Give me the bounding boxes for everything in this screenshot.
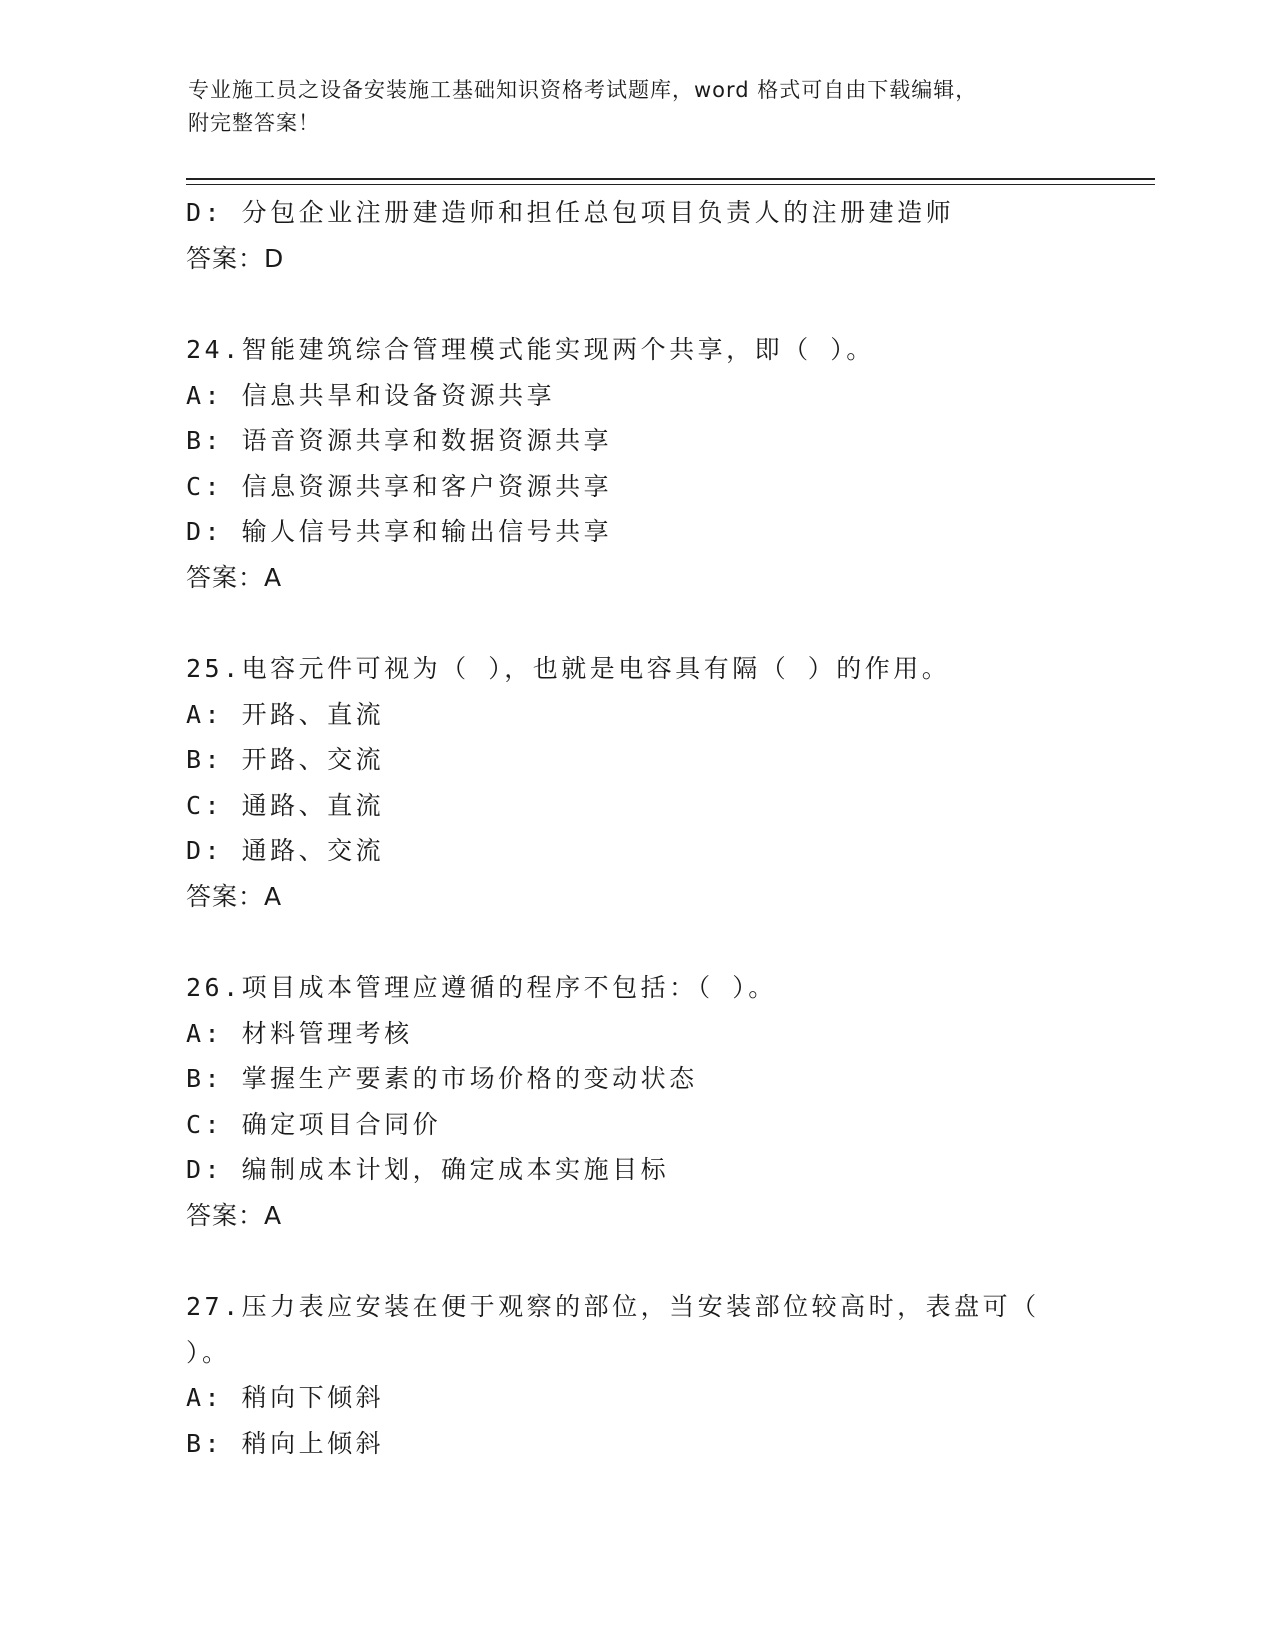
spacer (186, 600, 1146, 646)
option-a: A: 材料管理考核 (186, 1018, 413, 1048)
option-c: C: 确定项目合同价 (186, 1109, 442, 1139)
question-26 (186, 965, 1146, 1238)
option-b: B: 语音资源共享和数据资源共享 (186, 426, 613, 455)
option-d: D: 输人信号共享和输出信号共享 (186, 517, 613, 546)
question-27 (186, 1284, 1146, 1466)
spacer (186, 1238, 1146, 1284)
answer-line: 答案：A (186, 881, 283, 911)
option-c: C: 信息资源共享和客户资源共享 (186, 471, 613, 501)
header-title-line-1: 专业施工员之设备安装施工基础知识资格考试题库，word 格式可自由下载编辑， (188, 78, 978, 102)
option-b: B: 稍向上倾斜 (186, 1428, 385, 1458)
question-24 (186, 327, 1146, 600)
question-stem: 26.项目成本管理应遵循的程序不包括：（ ）。 (186, 973, 777, 1002)
question-stem-line-2: ）。 (186, 1337, 231, 1367)
question-stem: 24.智能建筑综合管理模式能实现两个共享，即（ ）。 (186, 335, 875, 364)
question-list (186, 190, 1146, 1466)
header-title-line-2: 附完整答案！ (188, 111, 320, 135)
question-25 (186, 646, 1146, 919)
option-a: A: 开路、直流 (186, 699, 385, 729)
document-header (188, 74, 1088, 140)
question-stem-line-1: 27.压力表应安装在便于观察的部位，当安装部位较高时，表盘可（ (186, 1292, 1040, 1321)
option-d: D: 编制成本计划，确定成本实施目标 (186, 1155, 670, 1184)
spacer (186, 919, 1146, 965)
option-a: A: 信息共旱和设备资源共享 (186, 380, 556, 410)
option-a: A: 稍向下倾斜 (186, 1383, 385, 1412)
option-d: D: 通路、交流 (186, 836, 385, 865)
answer-line: 答案：A (186, 1200, 283, 1230)
question-stem: 25.电容元件可视为（ ），也就是电容具有隔（ ）的作用。 (186, 654, 951, 683)
header-divider (186, 178, 1155, 185)
spacer (186, 281, 1146, 327)
option-d: D: 分包企业注册建造师和担任总包项目负责人的注册建造师 (186, 198, 955, 227)
answer-line: 答案：D (186, 243, 285, 273)
option-b: B: 开路、交流 (186, 745, 385, 774)
answer-line: 答案：A (186, 562, 283, 592)
option-c: C: 通路、直流 (186, 790, 385, 820)
option-b: B: 掌握生产要素的市场价格的变动状态 (186, 1064, 698, 1093)
